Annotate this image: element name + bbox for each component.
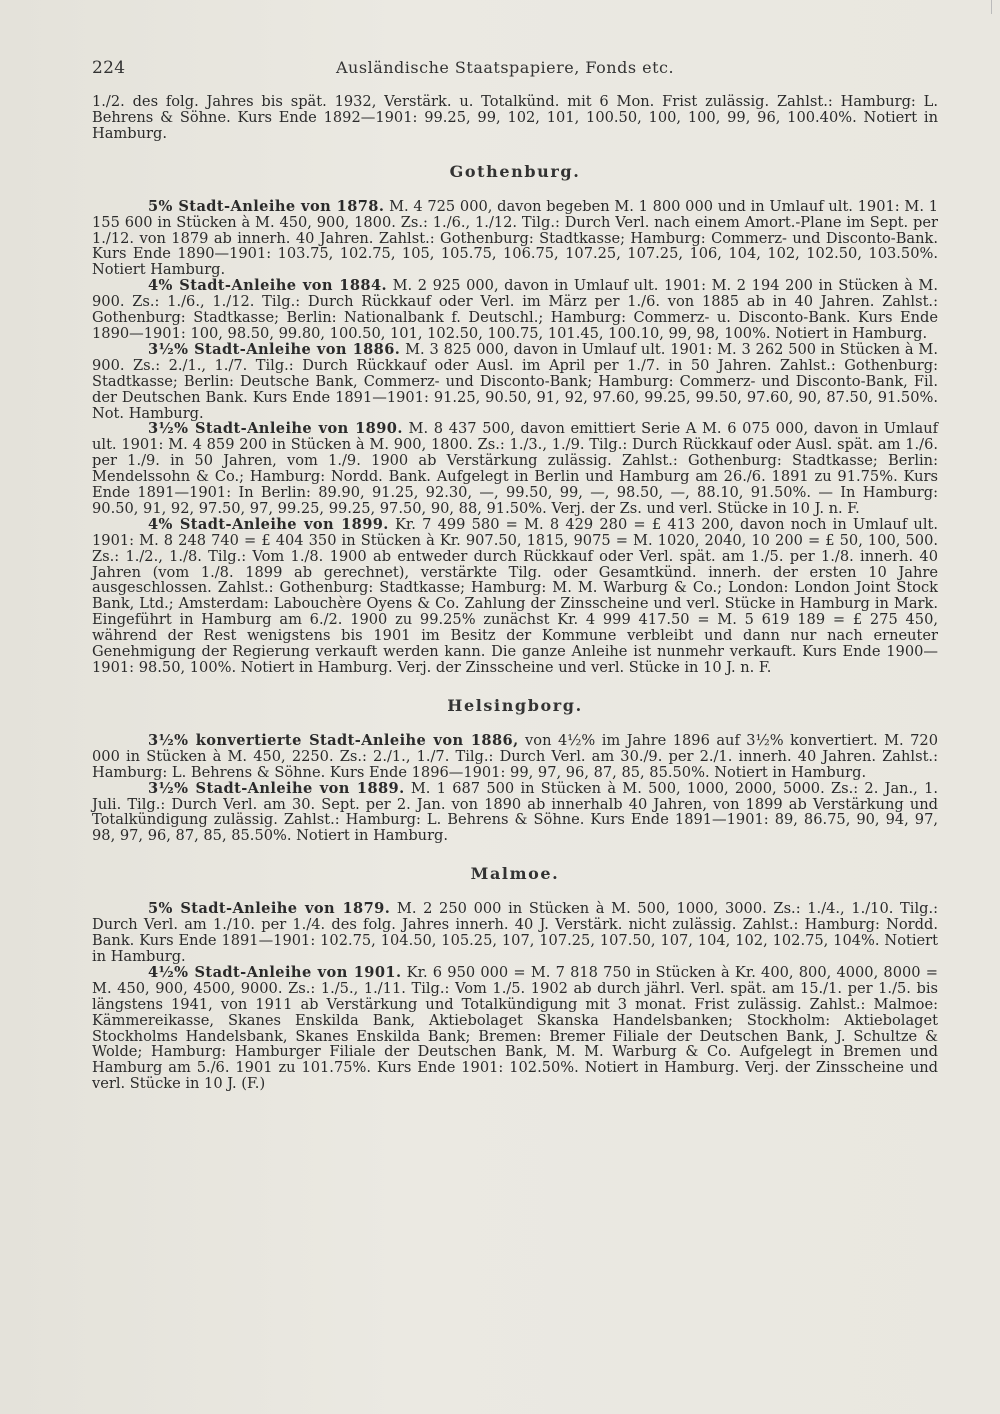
bond-entry-text: Kr. 7 499 580 = M. 8 429 280 = £ 413 200, davon noch in Umlauf ult. 1901: M. 8 248 740 = £ 404 350 in Stücken à Kr. 907.50, 1815, 9075 = M. 1020, 2040, 10 200 = £ 50, 100, 500. Zs.: 1./2., 1./8. Tilg.: Vom 1./8. 1900 ab entweder durch Rückkauf oder Verl. spät. am 1./5. per 1./8. innerh. 40 Jahren (vom 1./8. 1899 ab gerechnet), verstärkte Tilg. oder Gesamtkünd. innerh. der ersten 10 Jahre ausgeschlossen. Zahlst.: Gothenburg: Stadtkasse; Hamburg: M. M. Warburg & Co.; London: London Joint Stock Bank, Ltd.; Amsterdam: Labouchère Oyens & Co. Zahlung der Zinsscheine und verl. Stücke in Hamburg in Mark. Eingeführt in Hamburg am 6./2. 1900 zu 99.25% zunächst Kr. 4 999 417.50 = M. 5 619 189 = £ 275 450, während der Rest wenigstens bis 1901 im Besitz der Kommune verbleibt und dann nur nach erneuter Genehmigung der Regierung verkauft werden kann. Die ganze Anleihe ist nunmehr verkauft. Kurs Ende 1900—1901: 98.50, 100%. Notiert in Hamburg. Verj. der Zinsscheine und verl. Stücke in 10 J. n. F. xyxy=(92,515,938,676)
city-heading: Gothenburg. xyxy=(449,161,581,181)
bond-entry-title: 4½% Stadt-Anleihe von 1901. xyxy=(148,963,402,981)
page-header xyxy=(92,58,938,92)
bond-entry-text: M. 2 925 000, davon in Umlauf ult. 1901: M. 2 194 200 in Stücken à M. 900. Zs.: 1./6., 1./12. Tilg.: Durch Rückkauf oder Verl. im März per 1./6. von 1885 ab in 40 Jahren. Zahlst.: Gothenburg: Stadtkasse; Berlin: Nationalbank f. Deutschl.; Hamburg: Commerz- u. Disconto-Bank. Kurs Ende 1890—1901: 100, 98.50, 99.80, 100.50, 101, 102.50, 100.75, 101.45, 100.10, 99, 98, 100%. Notiert in Hamburg. xyxy=(92,277,938,342)
bond-entry-title: 3½% Stadt-Anleihe von 1886. xyxy=(148,340,401,358)
bond-entry-text: Kr. 6 950 000 = M. 7 818 750 in Stücken à Kr. 400, 800, 4000, 8000 = M. 450, 900, 4500, 9000. Zs.: 1./5., 1./11. Tilg.: Vom 1./5. 1902 ab durch jährl. Verl. spät. am 15./1. per 1./5. bis längstens 1941, von 1911 ab Verstärkung und Totalkündigung mit 3 monat. Frist zulässig. Zahlst.: Malmoe: Kämmereikasse, Skanes Enskilda Bank, Aktiebolaget Skanska Handelsbanken; Stockholm: Aktiebolaget Stockholms Handelsbank, Skanes Enskilda Bank; Bremen: Bremer Filiale der Deutschen Bank, J. Schultze & Wolde; Hamburg: Hamburger Filiale der Deutschen Bank, M. M. Warburg & Co. Aufgelegt in Bremen und Hamburg am 5./6. 1901 zu 101.75%. Kurs Ende 1901: 102.50%. Notiert in Hamburg. Verj. der Zinsscheine und verl. Stücke in 10 J. (F.) xyxy=(92,963,939,1093)
page-edge-mark xyxy=(983,0,992,14)
bond-entry xyxy=(92,199,938,279)
bond-entry xyxy=(92,342,938,422)
section-helsingborg xyxy=(92,696,938,844)
bond-entry-text: M. 3 825 000, davon in Umlauf ult. 1901: M. 3 262 500 in Stücken à M. 900. Zs.: 2./1., 1./7. Tilg.: Durch Rückkauf oder Ausl. im April per 1./7. in 50 Jahren. Zahlst.: Gothenburg: Stadtkasse; Berlin: Deutsche Bank, Commerz- und Disconto-Bank; Hamburg: Commerz- und Disconto-Bank, Fil. der Deutschen Bank. Kurs Ende 1891—1901: 91.25, 90.50, 91, 92, 97.60, 99.25, 99.50, 97.60, 90, 87.50, 91.50%. Not. Hamburg. xyxy=(92,340,938,422)
city-heading: Helsingborg. xyxy=(447,695,583,715)
bond-entry-title: 4% Stadt-Anleihe von 1899. xyxy=(148,515,389,533)
section-malmoe xyxy=(92,864,938,1092)
bond-entry-title: 4% Stadt-Anleihe von 1884. xyxy=(148,277,387,295)
bond-entry xyxy=(92,278,938,342)
bond-entry-title: 3½% Stadt-Anleihe von 1890. xyxy=(148,420,403,438)
bond-entry-text: M. 4 725 000, davon begeben M. 1 800 000 und in Umlauf ult. 1901: M. 1 155 600 in Stücken à M. 450, 900, 1800. Zs.: 1./6., 1./12. Tilg.: Durch Verl. nach einem Amort.-Plane im Sept. per 1./12. von 1879 ab innerh. 40 Jahren. Zahlst.: Gothenburg: Stadtkasse; Hamburg: Commerz- und Disconto-Bank. Kurs Ende 1890—1901: 103.75, 102.75, 105, 105.75, 106.75, 107.25, 107.25, 106, 104, 102, 102.50, 103.50%. Notiert Hamburg. xyxy=(92,197,938,279)
bond-entry xyxy=(92,517,938,676)
bond-entry-text: von 4½% im Jahre 1896 auf 3½% konvertiert. M. 720 000 in Stücken à M. 450, 2250. Zs.: 2./1., 1./7. Tilg.: Durch Verl. am 30./9. per 2./1. innerh. 40 Jahren. Zahlst.: Hamburg: L. Behrens & Söhne. Kurs Ende 1896—1901: 99, 97, 96, 87, 85, 85.50%. Notiert in Hamburg. xyxy=(92,731,938,781)
section-gothenburg xyxy=(92,162,938,676)
bond-entry xyxy=(92,781,938,845)
running-title: Ausländische Staatspapiere, Fonds etc. xyxy=(336,58,675,77)
city-heading: Malmoe. xyxy=(470,864,560,884)
bond-entry-title: 5% Stadt-Anleihe von 1879. xyxy=(148,900,391,918)
bond-entry-text: M. 2 250 000 in Stücken à M. 500, 1000, 3000. Zs.: 1./4., 1./10. Tilg.: Durch Verl. am 1./10. per 1./4. des folg. Jahres innerh. 40 J. Verstärk. nicht zulässig. Zahlst.: Hamburg: Nordd. Bank. Kurs Ende 1891—1901: 102.75, 104.50, 105.25, 107, 107.25, 107.50, 107, 104, 102, 102.75, 104%. Notiert in Hamburg. xyxy=(92,900,939,965)
bond-entry xyxy=(92,901,938,965)
bond-entry-text: M. 8 437 500, davon emittiert Serie A M. 6 075 000, davon in Umlauf ult. 1901: M. 4 859 200 in Stücken à M. 900, 1800. Zs.: 1./3., 1./9. Tilg.: Durch Rückkauf oder Ausl. spät. am 1./6. per 1./9. in 50 Jahren, vom 1./9. 1900 ab Verstärkung zulässig. Zahlst.: Gothenburg: Stadtkasse; Berlin: Mendelssohn & Co.; Hamburg: Nordd. Bank. Aufgelegt in Berlin und Hamburg am 26./6. 1891 zu 91.75%. Kurs Ende 1891—1901: In Berlin: 89.90, 91.25, 92.30, —, 99.50, 99, —, 98.50, —, 88.10, 91.50%. — In Hamburg: 90.50, 91, 92, 97.50, 97, 99.25, 99.25, 97.50, 90, 88, 91.50%. Verj. der Zs. und verl. Stücke in 10 J. n. F. xyxy=(92,420,939,517)
bond-entry xyxy=(92,965,938,1092)
bond-entry xyxy=(92,421,938,516)
bond-entry-title: 3½% Stadt-Anleihe von 1889. xyxy=(148,779,405,797)
continuation-paragraph: 1./2. des folg. Jahres bis spät. 1932, Verstärk. u. Totalkünd. mit 6 Mon. Frist zulässig. Zahlst.: Hamburg: L. Behrens & Söhne. Kurs Ende 1892—1901: 99.25, 99, 102, 101, 100.50, 100, 100, 99, 96, 100.40%. Notiert in Hamburg. xyxy=(92,93,938,142)
bond-entry-title: 5% Stadt-Anleihe von 1878. xyxy=(148,197,385,215)
bond-entry-title: 3½% konvertierte Stadt-Anleihe von 1886, xyxy=(148,731,519,749)
bond-entry-text: M. 1 687 500 in Stücken à M. 500, 1000, 2000, 5000. Zs.: 2. Jan., 1. Juli. Tilg.: Durch Verl. am 30. Sept. per 2. Jan. von 1890 ab innerhalb 40 Jahren, von 1899 ab Verstärkung und Totalkündigung zulässig. Zahlst.: Hamburg: L. Behrens & Söhne. Kurs Ende 1891—1901: 89, 86.75, 90, 94, 97, 98, 97, 96, 87, 85, 85.50%. Notiert in Hamburg. xyxy=(92,779,939,845)
bond-entry xyxy=(92,733,938,781)
page-number: 224 xyxy=(92,58,126,78)
